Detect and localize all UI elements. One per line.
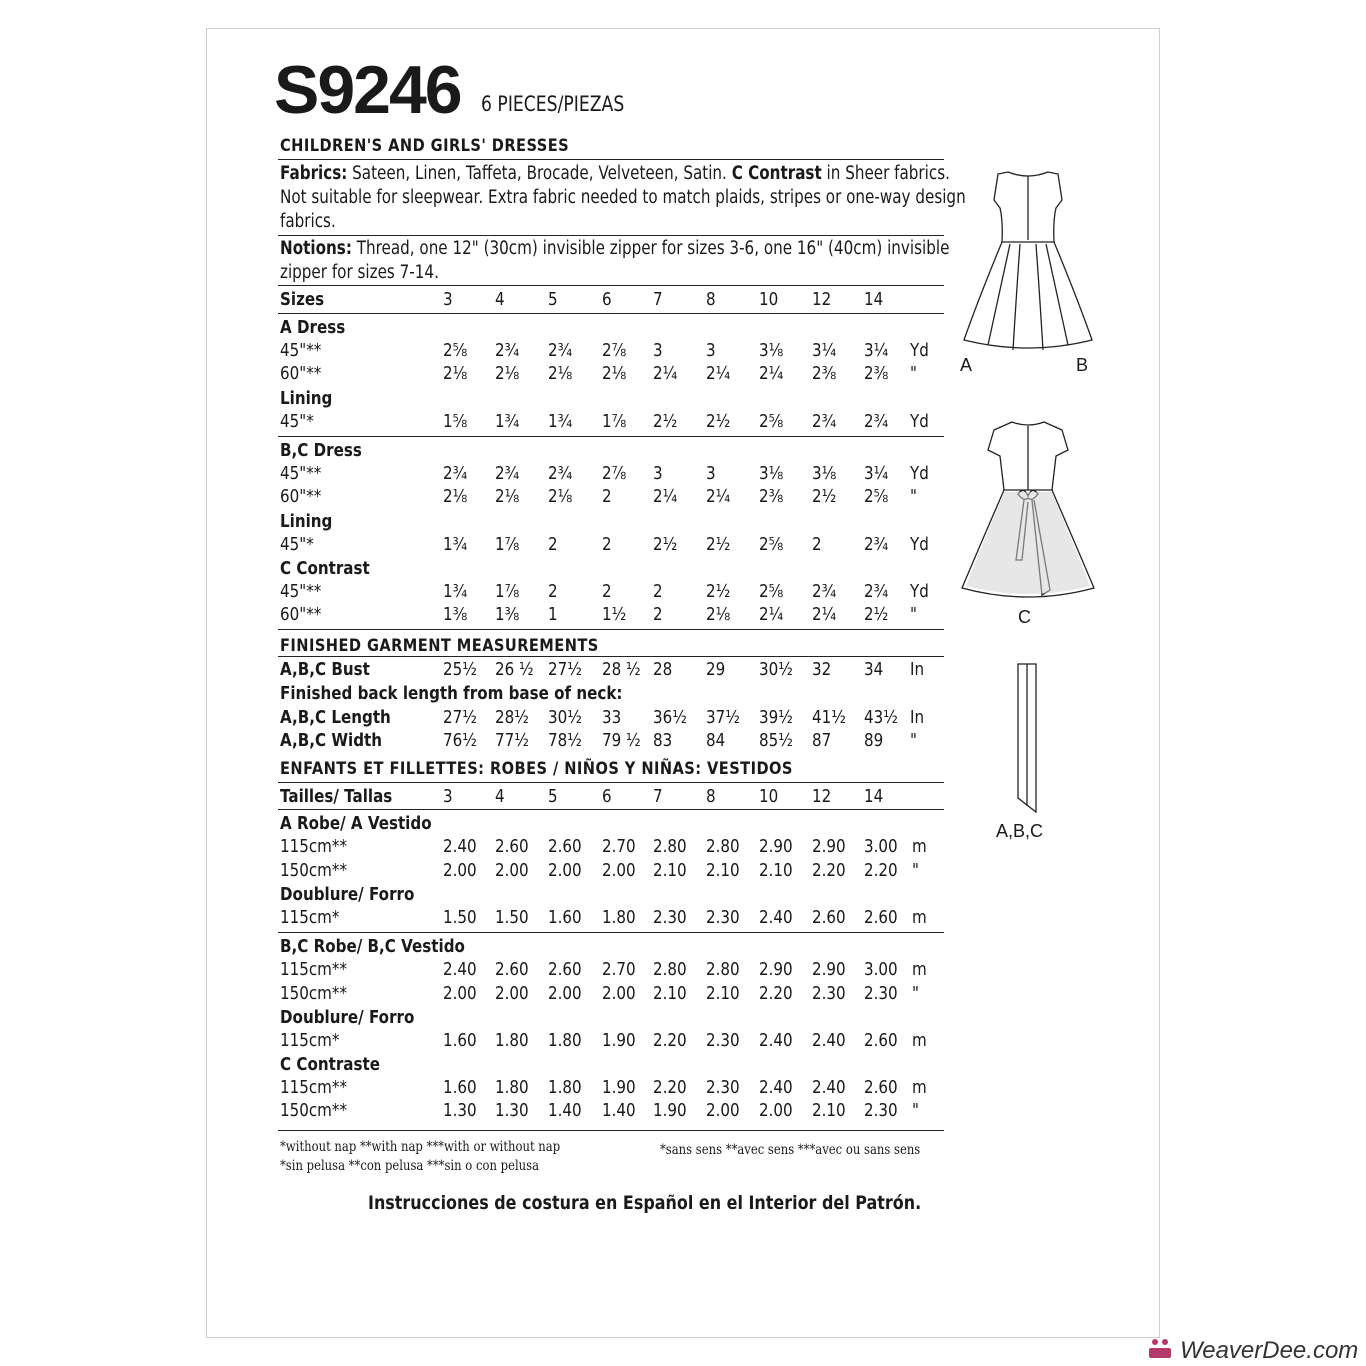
- table-cell: 2¾: [864, 411, 889, 432]
- weaverdee-logo-icon: [1145, 1336, 1175, 1362]
- table-cell: 1¾: [443, 534, 468, 555]
- table-cell: 34: [864, 659, 884, 680]
- table-cell: 3¼: [812, 340, 837, 361]
- table-cell: 2.00: [602, 983, 636, 1004]
- table-cell: 1.40: [602, 1100, 636, 1121]
- pattern-code: S9246: [274, 52, 461, 128]
- table-cell: 3⅛: [812, 463, 837, 484]
- table-cell: 2.30: [706, 1030, 740, 1051]
- row-group-label: Lining: [280, 511, 333, 532]
- unit-cell: ": [910, 486, 917, 507]
- notions-label: Notions:: [280, 238, 352, 259]
- table-cell: 2: [653, 581, 663, 602]
- table-cell: 2⅞: [602, 463, 627, 484]
- table-cell: 1.80: [602, 907, 636, 928]
- view-label-b: B: [1076, 355, 1089, 375]
- table-cell: 2.10: [812, 1100, 846, 1121]
- table-cell: 2⅝: [443, 340, 468, 361]
- metric-title: ENFANTS ET FILLETTES: ROBES / NIÑOS Y NIÑAS: VESTIDOS: [280, 759, 793, 779]
- table-cell: 2⅝: [759, 411, 784, 432]
- unit-cell: In: [910, 707, 925, 728]
- dress-ab-illustration: [958, 160, 1098, 360]
- table-cell: 2¾: [864, 581, 889, 602]
- size-column-header: 3: [443, 289, 453, 310]
- table-cell: 2.60: [548, 836, 582, 857]
- table-cell: 2¾: [548, 340, 573, 361]
- table-cell: 2.80: [653, 959, 687, 980]
- table-cell: 2⅝: [864, 486, 889, 507]
- size-column-header: 12: [812, 786, 832, 807]
- table-cell: 2.00: [548, 983, 582, 1004]
- table-cell: 2¼: [653, 363, 678, 384]
- table-cell: 3: [706, 340, 716, 361]
- table-cell: 2.60: [495, 836, 529, 857]
- table-cell: 1.50: [443, 907, 477, 928]
- row-group-label: A Dress: [280, 317, 346, 338]
- footnote-es: *sin pelusa **con pelusa ***sin o con pelusa: [280, 1158, 540, 1174]
- table-cell: 1.90: [653, 1100, 687, 1121]
- table-cell: 2.30: [864, 1100, 898, 1121]
- table-cell: 2.00: [706, 1100, 740, 1121]
- table-cell: 87: [812, 730, 832, 751]
- table-cell: 3.00: [864, 836, 898, 857]
- table-cell: 32: [812, 659, 832, 680]
- table-cell: 1.50: [495, 907, 529, 928]
- size-column-header: 14: [864, 786, 884, 807]
- table-cell: 27½: [548, 659, 582, 680]
- unit-cell: ": [912, 1100, 919, 1121]
- table-cell: 36½: [653, 707, 687, 728]
- table-cell: 3: [653, 340, 663, 361]
- size-column-header: 3: [443, 786, 453, 807]
- table-cell: 1⅞: [495, 534, 520, 555]
- unit-cell: m: [912, 907, 927, 928]
- table-cell: 2⅛: [495, 486, 520, 507]
- table-cell: 25½: [443, 659, 477, 680]
- table-cell: 2: [548, 581, 558, 602]
- table-cell: 2.00: [443, 860, 477, 881]
- table-cell: 39½: [759, 707, 793, 728]
- view-label-a: A: [960, 355, 973, 375]
- fabrics-list: Sateen, Linen, Taffeta, Brocade, Velveteen, Satin.: [352, 163, 727, 184]
- table-cell: 2½: [706, 534, 731, 555]
- table-cell: 84: [706, 730, 726, 751]
- table-cell: 1.90: [602, 1030, 636, 1051]
- table-cell: 37½: [706, 707, 740, 728]
- table-cell: 2⅝: [759, 581, 784, 602]
- table-cell: 2.20: [812, 860, 846, 881]
- table-cell: 2.60: [812, 907, 846, 928]
- table-cell: 30½: [759, 659, 793, 680]
- table-cell: 1¾: [548, 411, 573, 432]
- table-cell: 28: [653, 659, 673, 680]
- size-column-header: 7: [653, 289, 663, 310]
- row-group-label: Doublure/ Forro: [280, 1007, 415, 1028]
- table-cell: 1⅞: [602, 411, 627, 432]
- table-cell: 43½: [864, 707, 898, 728]
- table-cell: 2⅝: [759, 534, 784, 555]
- dress-c-illustration: [958, 410, 1098, 610]
- table-cell: 2.40: [759, 1030, 793, 1051]
- unit-cell: ": [910, 363, 917, 384]
- table-cell: 2.80: [706, 836, 740, 857]
- size-column-header: 4: [495, 289, 505, 310]
- sash-illustration: [1010, 660, 1046, 816]
- table-cell: 2⅛: [548, 486, 573, 507]
- size-column-header: 12: [812, 289, 832, 310]
- table-cell: 2.00: [602, 860, 636, 881]
- table-cell: 2.20: [653, 1030, 687, 1051]
- table-cell: 3.00: [864, 959, 898, 980]
- table-cell: 2.60: [864, 1030, 898, 1051]
- table-cell: 2⅛: [706, 604, 731, 625]
- row-label: 115cm**: [280, 836, 348, 857]
- size-column-header: 5: [548, 289, 558, 310]
- table-cell: 1.90: [602, 1077, 636, 1098]
- table-cell: 2½: [706, 581, 731, 602]
- table-cell: 2.00: [548, 860, 582, 881]
- row-label: 150cm**: [280, 1100, 348, 1121]
- table-cell: 77½: [495, 730, 529, 751]
- size-column-header: 14: [864, 289, 884, 310]
- measurement-label: A,B,C Width: [280, 730, 383, 751]
- table-cell: 2⅛: [548, 363, 573, 384]
- table-cell: 1.60: [443, 1077, 477, 1098]
- divider: [278, 285, 944, 286]
- table-cell: 2.90: [759, 959, 793, 980]
- table-cell: 2.10: [653, 983, 687, 1004]
- table-cell: 2.30: [653, 907, 687, 928]
- finished-subtitle: Finished back length from base of neck:: [280, 683, 623, 704]
- table-cell: 2¾: [443, 463, 468, 484]
- row-group-label: A Robe/ A Vestido: [280, 813, 432, 834]
- table-cell: 41½: [812, 707, 846, 728]
- table-cell: 2⅛: [602, 363, 627, 384]
- table-cell: 2¾: [812, 411, 837, 432]
- table-cell: 2½: [706, 411, 731, 432]
- unit-cell: Yd: [910, 411, 929, 432]
- table-cell: 1.80: [495, 1077, 529, 1098]
- table-cell: 2: [812, 534, 822, 555]
- table-cell: 83: [653, 730, 673, 751]
- table-cell: 2¼: [706, 486, 731, 507]
- table-cell: 2: [548, 534, 558, 555]
- divider: [278, 809, 944, 810]
- row-label: 150cm**: [280, 860, 348, 881]
- table-cell: 85½: [759, 730, 793, 751]
- divider: [278, 235, 944, 236]
- table-cell: 2.60: [864, 1077, 898, 1098]
- row-group-label: Doublure/ Forro: [280, 884, 415, 905]
- notions-text: Thread, one 12" (30cm) invisible zipper for sizes 3-6, one 16" (40cm) invisible: [356, 238, 950, 259]
- table-cell: 2.80: [706, 959, 740, 980]
- unit-cell: Yd: [910, 463, 929, 484]
- divider: [278, 436, 944, 437]
- table-cell: 2.20: [653, 1077, 687, 1098]
- table-cell: 3: [653, 463, 663, 484]
- table-cell: 2.10: [653, 860, 687, 881]
- table-cell: 29: [706, 659, 726, 680]
- fabrics-line-1: [280, 163, 950, 184]
- table-cell: 2.40: [812, 1030, 846, 1051]
- size-column-header: 8: [706, 786, 716, 807]
- table-cell: 1¾: [495, 411, 520, 432]
- table-cell: 2.60: [864, 907, 898, 928]
- unit-cell: ": [912, 983, 919, 1004]
- table-cell: 2.90: [759, 836, 793, 857]
- size-column-header: 10: [759, 289, 779, 310]
- table-cell: 3¼: [864, 340, 889, 361]
- watermark: WeaverDee.com: [1180, 1337, 1359, 1364]
- table-cell: 2.60: [495, 959, 529, 980]
- sizes-header: Tailles/ Tallas: [280, 786, 393, 807]
- table-cell: 2¼: [812, 604, 837, 625]
- table-cell: 2¼: [759, 363, 784, 384]
- unit-cell: m: [912, 836, 927, 857]
- row-group-label: B,C Robe/ B,C Vestido: [280, 936, 465, 957]
- table-cell: 1⅜: [443, 604, 468, 625]
- divider: [278, 782, 944, 783]
- table-cell: 1.30: [443, 1100, 477, 1121]
- table-cell: 28½: [495, 707, 529, 728]
- size-column-header: 7: [653, 786, 663, 807]
- table-cell: 78½: [548, 730, 582, 751]
- row-group-label: C Contrast: [280, 558, 370, 579]
- table-cell: 2⅛: [443, 486, 468, 507]
- table-cell: 3⅛: [759, 463, 784, 484]
- table-cell: 2.90: [812, 959, 846, 980]
- table-cell: 89: [864, 730, 884, 751]
- fabrics-contrast-note: in Sheer fabrics.: [826, 163, 950, 184]
- measurement-label: A,B,C Bust: [280, 659, 370, 680]
- notions-line-1: [280, 238, 949, 259]
- row-label: 45"**: [280, 463, 322, 484]
- table-cell: 2.10: [759, 860, 793, 881]
- fabrics-label: Fabrics:: [280, 163, 348, 184]
- table-cell: 2⅜: [812, 363, 837, 384]
- unit-cell: m: [912, 1077, 927, 1098]
- view-label-c: C: [1018, 607, 1031, 627]
- table-cell: 1⅝: [443, 411, 468, 432]
- sizes-header: Sizes: [280, 289, 325, 310]
- divider: [278, 629, 944, 630]
- table-cell: 1.80: [495, 1030, 529, 1051]
- footnote-fr: *sans sens **avec sens ***avec ou sans sens: [660, 1142, 921, 1158]
- table-cell: 2.00: [495, 860, 529, 881]
- table-cell: 1¾: [443, 581, 468, 602]
- row-label: 115cm*: [280, 907, 340, 928]
- table-cell: 2¾: [495, 463, 520, 484]
- table-cell: 79 ½: [602, 730, 641, 751]
- row-label: 45"**: [280, 340, 322, 361]
- unit-cell: ": [910, 604, 917, 625]
- table-cell: 2¼: [706, 363, 731, 384]
- table-cell: 2⅜: [864, 363, 889, 384]
- table-cell: 2.10: [706, 860, 740, 881]
- table-cell: 2.30: [706, 1077, 740, 1098]
- row-label: 45"**: [280, 581, 322, 602]
- size-column-header: 4: [495, 786, 505, 807]
- size-column-header: 6: [602, 786, 612, 807]
- unit-cell: m: [912, 959, 927, 980]
- table-cell: 2.40: [759, 1077, 793, 1098]
- table-cell: 2.30: [864, 983, 898, 1004]
- table-cell: 2½: [653, 411, 678, 432]
- table-cell: 2½: [812, 486, 837, 507]
- table-cell: 1⅜: [495, 604, 520, 625]
- contrast-label: C Contrast: [731, 163, 822, 184]
- pattern-title: CHILDREN'S AND GIRLS' DRESSES: [280, 136, 570, 156]
- table-cell: 2.30: [706, 907, 740, 928]
- table-cell: 2: [602, 581, 612, 602]
- table-cell: 2.90: [812, 836, 846, 857]
- unit-cell: In: [910, 659, 925, 680]
- table-cell: 2⅞: [602, 340, 627, 361]
- spanish-instructions-note: Instrucciones de costura en Español en el Interior del Patrón.: [368, 1192, 922, 1214]
- table-cell: 2¾: [812, 581, 837, 602]
- finished-title: FINISHED GARMENT MEASUREMENTS: [280, 636, 599, 656]
- unit-cell: ": [910, 730, 917, 751]
- divider: [278, 159, 944, 160]
- row-label: 60"**: [280, 604, 322, 625]
- table-cell: 1.80: [548, 1077, 582, 1098]
- size-column-header: 10: [759, 786, 779, 807]
- table-cell: 2½: [864, 604, 889, 625]
- table-cell: 2.30: [812, 983, 846, 1004]
- table-cell: 1.60: [548, 907, 582, 928]
- unit-cell: ": [912, 860, 919, 881]
- notions-line-2: zipper for sizes 7-14.: [280, 262, 439, 283]
- table-cell: 2⅛: [443, 363, 468, 384]
- table-cell: 2.40: [812, 1077, 846, 1098]
- unit-cell: m: [912, 1030, 927, 1051]
- table-cell: 2.10: [706, 983, 740, 1004]
- size-column-header: 8: [706, 289, 716, 310]
- table-cell: 33: [602, 707, 622, 728]
- table-cell: 2.00: [495, 983, 529, 1004]
- size-column-header: 5: [548, 786, 558, 807]
- table-cell: 1: [548, 604, 558, 625]
- row-label: 115cm**: [280, 959, 348, 980]
- table-cell: 2.70: [602, 959, 636, 980]
- table-cell: 2: [602, 486, 612, 507]
- table-cell: 2¼: [759, 604, 784, 625]
- fabrics-line-2: Not suitable for sleepwear. Extra fabric needed to match plaids, stripes or one-way design: [280, 187, 966, 208]
- table-cell: 26 ½: [495, 659, 534, 680]
- table-cell: 2: [602, 534, 612, 555]
- table-cell: 2.80: [653, 836, 687, 857]
- fabrics-line-3: fabrics.: [280, 211, 336, 232]
- divider: [278, 1130, 944, 1131]
- row-label: 60"**: [280, 486, 322, 507]
- row-group-label: Lining: [280, 388, 333, 409]
- table-cell: 2⅜: [759, 486, 784, 507]
- table-cell: 2⅛: [495, 363, 520, 384]
- unit-cell: Yd: [910, 581, 929, 602]
- table-cell: 2¾: [864, 534, 889, 555]
- table-cell: 3: [706, 463, 716, 484]
- pieces-count: 6 PIECES/PIEZAS: [481, 92, 625, 116]
- table-cell: 3⅛: [759, 340, 784, 361]
- table-cell: 2¾: [548, 463, 573, 484]
- table-cell: 1.40: [548, 1100, 582, 1121]
- divider: [278, 313, 944, 314]
- unit-cell: Yd: [910, 340, 929, 361]
- table-cell: 2¼: [653, 486, 678, 507]
- divider: [278, 656, 944, 657]
- table-cell: 2.60: [548, 959, 582, 980]
- table-cell: 28 ½: [602, 659, 641, 680]
- view-label-abc: A,B,C: [996, 821, 1044, 841]
- table-cell: 1.80: [548, 1030, 582, 1051]
- row-label: 60"**: [280, 363, 322, 384]
- row-group-label: B,C Dress: [280, 440, 362, 461]
- row-label: 150cm**: [280, 983, 348, 1004]
- table-cell: 27½: [443, 707, 477, 728]
- table-cell: 3¼: [864, 463, 889, 484]
- table-cell: 2.20: [759, 983, 793, 1004]
- table-cell: 1⅞: [495, 581, 520, 602]
- divider: [278, 932, 944, 933]
- measurement-label: A,B,C Length: [280, 707, 391, 728]
- table-cell: 2.70: [602, 836, 636, 857]
- table-cell: 2.00: [759, 1100, 793, 1121]
- table-cell: 1½: [602, 604, 627, 625]
- row-group-label: C Contraste: [280, 1054, 380, 1075]
- table-cell: 2.20: [864, 860, 898, 881]
- footnote-en: *without nap **with nap ***with or without nap: [280, 1139, 561, 1155]
- table-cell: 2.00: [443, 983, 477, 1004]
- table-cell: 2.40: [443, 836, 477, 857]
- row-label: 115cm**: [280, 1077, 348, 1098]
- table-cell: 30½: [548, 707, 582, 728]
- table-cell: 76½: [443, 730, 477, 751]
- size-column-header: 6: [602, 289, 612, 310]
- table-cell: 2½: [653, 534, 678, 555]
- table-cell: 1.60: [443, 1030, 477, 1051]
- row-label: 115cm*: [280, 1030, 340, 1051]
- table-cell: 1.30: [495, 1100, 529, 1121]
- unit-cell: Yd: [910, 534, 929, 555]
- table-cell: 2.40: [759, 907, 793, 928]
- row-label: 45"*: [280, 411, 314, 432]
- table-cell: 2.40: [443, 959, 477, 980]
- table-cell: 2: [653, 604, 663, 625]
- row-label: 45"*: [280, 534, 314, 555]
- table-cell: 2¾: [495, 340, 520, 361]
